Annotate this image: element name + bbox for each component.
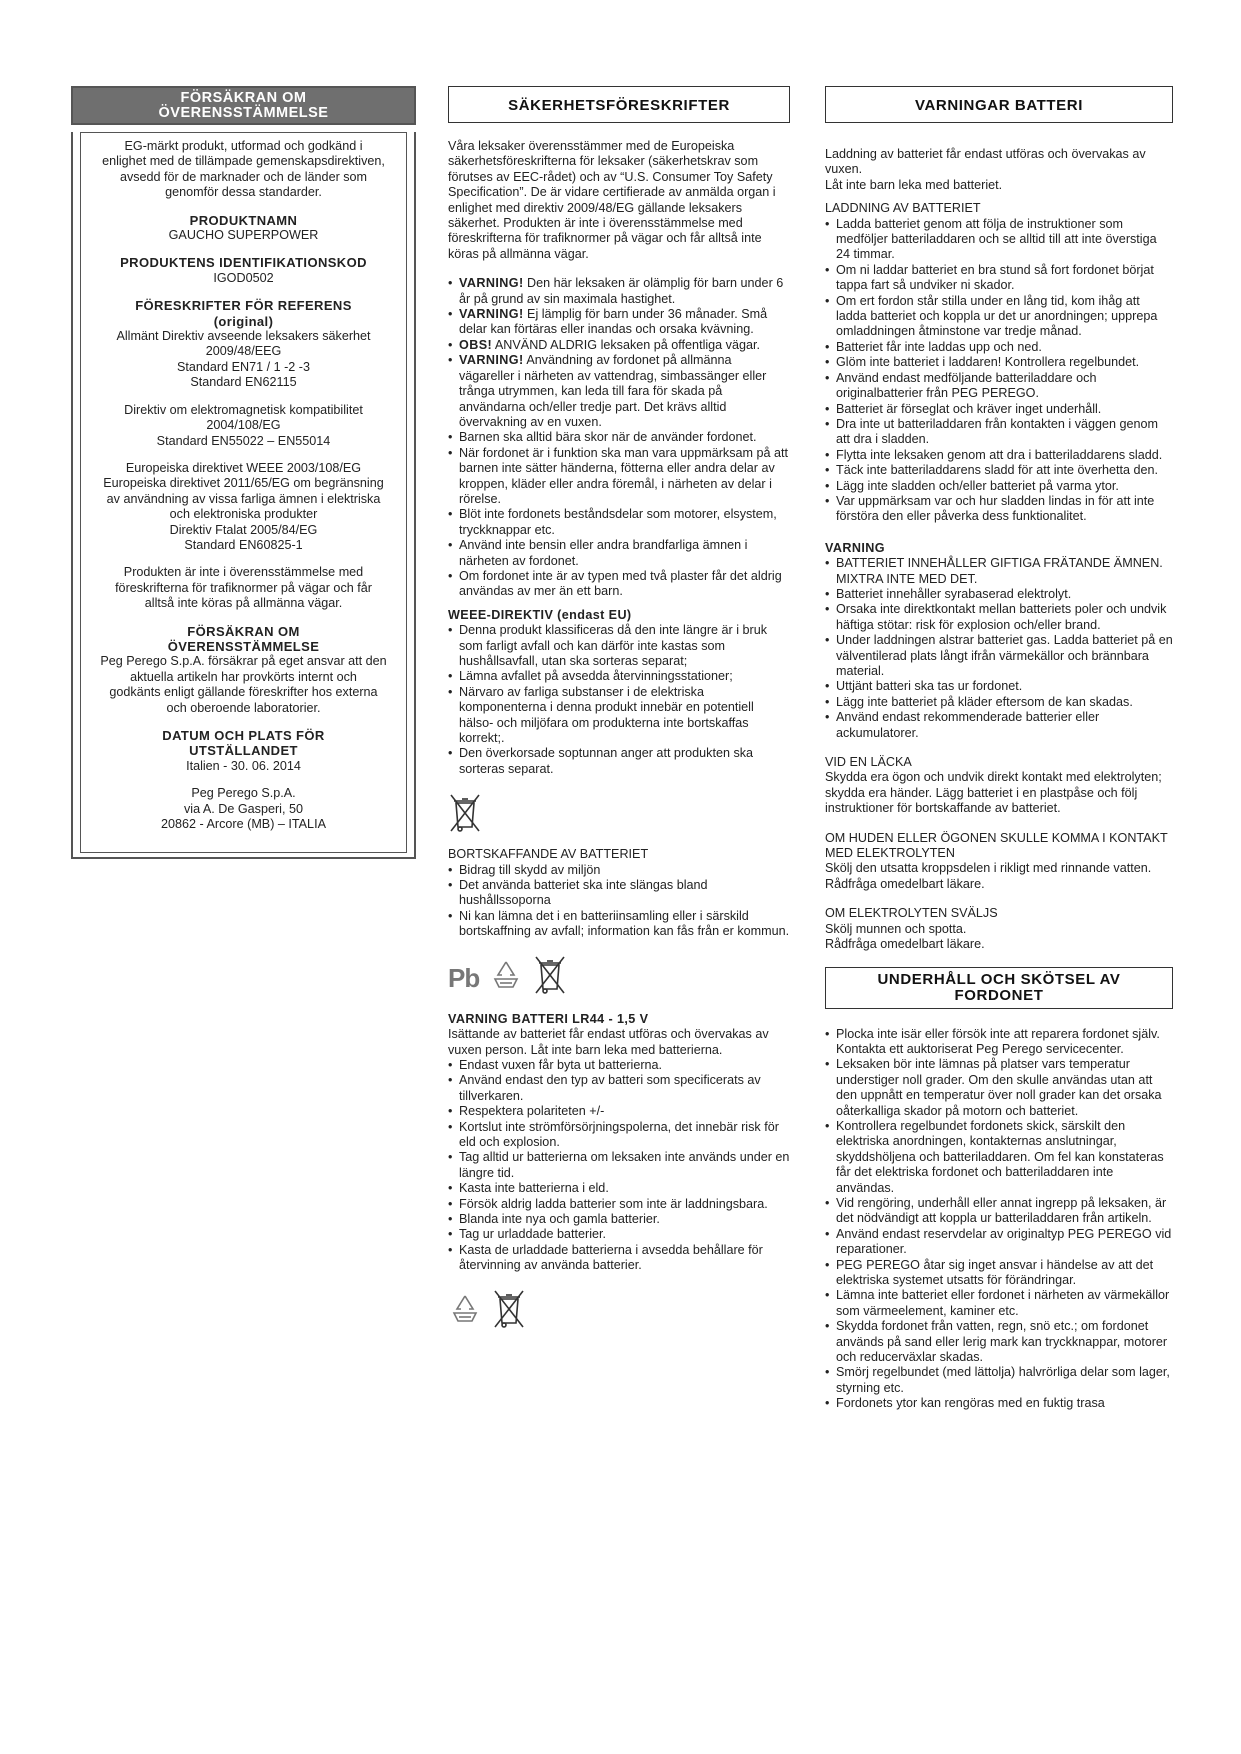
- list-item: • Kontrollera regelbundet fordonets skick, särskilt den elektriska anordningen, kontakternas anslutningar, skyddshöljena och batteriladdaren. Om fel kan konstateras får det elektriska fordonet och batteriladdaren inte användas.: [825, 1119, 1173, 1196]
- declaration-header-line-2: ÖVERENSSTÄMMELSE: [158, 105, 329, 121]
- swallow-text: Skölj munnen och spotta. Rådfråga omedelbart läkare.: [825, 921, 985, 952]
- list-item: • Lägg inte batteriet på kläder eftersom de kan skadas.: [825, 695, 1173, 710]
- reference-title: FÖRESKRIFTER FÖR REFERENS: [135, 298, 352, 314]
- list-item: • Använd endast medföljande batteriladdare och originalbatterier från PEG PEREGO.: [825, 371, 1173, 402]
- intro-line: Låt inte barn leka med batteriet.: [825, 177, 1003, 192]
- warning-keyword: VARNING!: [459, 276, 524, 291]
- date-title: DATUM OCH PLATS FÖR: [162, 728, 325, 743]
- crossed-out-wheelie-bin-icon: [533, 953, 567, 1001]
- list-item: • Om ert fordon står stilla under en lång tid, kom ihåg att ladda batteriet och koppla ur det ur anordningen; upprepa omladdningen åtminstone var tredje månad.: [825, 294, 1173, 340]
- intro-line: enlighet med de tillämpade gemenskapsdirektiven,: [102, 154, 385, 169]
- reference-line: Standard EN71 / 1 -2 -3: [176, 359, 310, 374]
- reference-line: Standard EN60825-1: [184, 537, 303, 552]
- reference-line: Standard EN62115: [190, 375, 297, 390]
- list-item: • Ladda batteriet genom att följa de instruktioner som medföljer batteriladdaren och se alltid till att inte överstiga 24 timmar.: [825, 217, 1173, 263]
- warning-keyword: OBS!: [459, 337, 493, 352]
- list-item: • Respektera polariteten +/-: [448, 1104, 790, 1119]
- product-name: GAUCHO SUPERPOWER: [168, 228, 319, 243]
- list-item: • Glöm inte batteriet i laddaren! Kontrollera regelbundet.: [825, 355, 1173, 370]
- list-item: • Kasta de urladdade batterierna i avsedda behållare för återvinning av använda batterier.: [448, 1243, 790, 1274]
- reference-subtitle: (original): [213, 313, 274, 329]
- intro-line: avsedd för de marknader och de länder som: [119, 169, 368, 184]
- warning-text: När fordonet är i funktion ska man vara uppmärksam på att barnen inte sätter händerna, fötterna eller andra delar av kroppen, kläder eller andra föremål, i närheten av delar i rörelse.: [459, 445, 788, 506]
- list-item: • Plocka inte isär eller försök inte att reparera fordonet själv. Kontakta ett auktoriserat Peg Perego servicecenter.: [825, 1027, 1173, 1058]
- recycling-icon: [489, 959, 523, 995]
- address-line: 20862 - Arcore (MB) – ITALIA: [161, 817, 326, 832]
- list-item: [448, 446, 790, 508]
- issue-date: Italien - 30. 06. 2014: [186, 758, 301, 773]
- list-item: • Endast vuxen får byta ut batterierna.: [448, 1058, 790, 1073]
- note-line: Produkten är inte i överensstämmelse med: [123, 565, 364, 580]
- list-item: • Blanda inte nya och gamla batterier.: [448, 1212, 790, 1227]
- reference-line: 2004/108/EG: [206, 418, 281, 433]
- declaration-intro: [87, 139, 400, 201]
- list-item: [448, 430, 790, 445]
- note-line: alltså inte köras på allmänna vägar.: [144, 596, 343, 611]
- conformity-line: godkänts enligt gällande föreskrifter hos externa: [109, 685, 378, 700]
- list-item: • Den överkorsade soptunnan anger att produkten ska sorteras separat.: [448, 746, 790, 777]
- reference-line: Europeiska direktivet 2011/65/EG om begränsning: [103, 476, 384, 491]
- battery-warnings-header: VARNINGAR BATTERI: [825, 86, 1173, 123]
- conformity-title: ÖVERENSSTÄMMELSE: [167, 638, 320, 654]
- lr44-list: [448, 1058, 790, 1274]
- crossed-out-wheelie-bin-icon: [448, 791, 482, 839]
- reference-line: Allmänt Direktiv avseende leksakers säkerhet: [116, 329, 371, 344]
- date-place-block: [87, 728, 400, 774]
- leak-text: Skydda era ögon och undvik direkt kontakt med elektrolyten; skydda era händer. Lägg batteriet i en plastpåse och följ instruktioner för bortskaffande av batteriet.: [825, 770, 1162, 816]
- reference-line: av användning av vissa farliga ämnen i elektriska: [106, 491, 381, 506]
- list-item: • Om ni laddar batteriet en bra stund så fort fordonet börjat tappa fart så undviker ni skador.: [825, 263, 1173, 294]
- intro-line: Laddning av batteriet får endast utföras och övervakas av vuxen.: [825, 147, 1146, 177]
- reference-line: Direktiv om elektromagnetisk kompatibilitet: [124, 402, 363, 417]
- list-item: • Försök aldrig ladda batterier som inte är laddningsbara.: [448, 1197, 790, 1212]
- list-item: [448, 276, 790, 307]
- list-item: • Använd endast reservdelar av originaltyp PEG PEREGO vid reparationer.: [825, 1227, 1173, 1258]
- declaration-header-line-1: FÖRSÄKRAN OM: [180, 90, 307, 106]
- id-code: IGOD0502: [213, 270, 274, 285]
- warning-text: ANVÄND ALDRIG leksaken på offentliga vägar.: [492, 337, 760, 352]
- charging-list: [825, 217, 1173, 525]
- warning-text: Använd inte bensin eller andra brandfarliga ämnen i närheten av fordonet.: [459, 538, 748, 568]
- battery-icon-row: [448, 954, 790, 1002]
- lead-symbol: Pb: [448, 962, 480, 993]
- intro-line: genomför dessa standarder.: [165, 185, 322, 200]
- leak-title: VID EN LÄCKA: [825, 755, 912, 770]
- list-item: • Tag alltid ur batterierna om leksaken inte används under en längre tid.: [448, 1150, 790, 1181]
- warning-list: [825, 556, 1173, 741]
- warning-keyword: VARNING!: [459, 353, 524, 368]
- list-item: • Kasta inte batterierna i eld.: [448, 1181, 790, 1196]
- list-item: [448, 338, 790, 353]
- intro-line: EG-märkt produkt, utformad och godkänd i: [124, 139, 363, 153]
- recycling-icon: [448, 1293, 482, 1329]
- date-title: UTSTÄLLANDET: [189, 743, 298, 759]
- list-item: • Skydda fordonet från vatten, regn, snö etc.; om fordonet används på sand eller lerig mark kan tryckknappar, motorer och reducerväxlar skadas.: [825, 1319, 1173, 1365]
- maintenance-header-line-1: UNDERHÅLL OCH SKÖTSEL AV: [877, 970, 1121, 988]
- road-compliance-note: [87, 565, 400, 611]
- list-item: • Var uppmärksam var och hur sladden lindas in för att inte förstöra den eller påverka dess funktionalitet.: [825, 494, 1173, 525]
- note-line: föreskrifterna för trafiknormer på vägar och får: [115, 580, 372, 595]
- maintenance-header-line-2: FORDONET: [954, 986, 1044, 1004]
- battery-column: [825, 86, 1173, 1412]
- list-item: • Uttjänt batteri ska tas ur fordonet.: [825, 679, 1173, 694]
- conformity-line: aktuella artikeln har provkörts internt och: [130, 669, 357, 684]
- safety-warning-list: [448, 276, 790, 600]
- reference-line: och elektroniska produkter: [169, 507, 318, 522]
- lr44-intro: Isättande av batteriet får endast utföras och övervakas av vuxen person. Låt inte barn leka med batterierna.: [448, 1027, 769, 1057]
- warning-text: Om fordonet inte är av typen med två plaster får det aldrig användas av mer än ett barn.: [459, 568, 782, 599]
- reference-line: Europeiska direktivet WEEE 2003/108/EG: [125, 460, 362, 475]
- list-item: • Fordonets ytor kan rengöras med en fuktig trasa: [825, 1396, 1173, 1411]
- list-item: • Täck inte batteriladdarens sladd för att inte överhetta den.: [825, 463, 1173, 478]
- skin-contact-title: OM HUDEN ELLER ÖGONEN SKULLE KOMMA I KONTAKT MED ELEKTROLYTEN: [825, 830, 1168, 861]
- product-name-block: [87, 213, 400, 244]
- safety-intro: Våra leksaker överensstämmer med de Europeiska säkerhetsföreskrifterna för leksaker (säkerhetskrav som förutses av EEC-rådet) och av “U.S. Consumer Toy Safety Specification”. De är vidare certifierade av anmälda organ i enlighet med direktiv 2009/48/EG gällande leksakers säkerhet. Produkten är inte i överensstämmelse med föreskrifterna för trafiknormer på vägar och får alltså inte köras på allmänna vägar.: [448, 139, 776, 261]
- list-item: • Det använda batteriet ska inte slängas bland hushållssoporna: [448, 878, 790, 909]
- conformity-title: FÖRSÄKRAN OM: [187, 623, 300, 639]
- declaration-box: [71, 132, 416, 859]
- list-item: • Vid rengöring, underhåll eller annat ingrepp på leksaken, är det nödvändigt att koppla ur batteriladdaren från artikeln.: [825, 1196, 1173, 1227]
- warning-title: VARNING: [825, 540, 885, 555]
- list-item: • Smörj regelbundet (med lättolja) halvrörliga delar som lager, styrning etc.: [825, 1365, 1173, 1396]
- safety-column: [448, 86, 790, 1336]
- warning-text: Den här leksaken är olämplig för barn under 6 år på grund av sin maximala hastighet.: [459, 276, 784, 306]
- lr44-warning-title: VARNING BATTERI LR44 - 1,5 V: [448, 1011, 649, 1026]
- list-item: • Lämna inte batteriet eller fordonet i närheten av värmekällor som värmeelement, kaminer etc.: [825, 1288, 1173, 1319]
- disposal-list: [448, 863, 790, 940]
- reference-line: Standard EN55022 – EN55014: [156, 433, 331, 448]
- list-item: • Tag ur urladdade batterier.: [448, 1227, 790, 1242]
- list-item: [448, 569, 790, 600]
- list-item: • Leksaken bör inte lämnas på platser vars temperatur understiger noll grader. Om den skulle användas utan att den uppnått en temperatur över noll grader kan det orsaka oåterkalliga skador på motorn och batteriet.: [825, 1057, 1173, 1119]
- warning-keyword: VARNING!: [459, 307, 524, 322]
- battery-intro: [825, 147, 1173, 193]
- conformity-line: Peg Perego S.p.A. försäkrar på eget ansvar att den: [100, 654, 387, 669]
- charging-title: LADDNING AV BATTERIET: [825, 201, 981, 216]
- crossed-out-wheelie-bin-icon: [492, 1287, 526, 1335]
- list-item: • Denna produkt klassificeras då den inte längre är i bruk som farligt avfall och kan därför inte kastas som hushållsavfall, utan ska sorteras separat;: [448, 623, 790, 669]
- list-item: • Orsaka inte direktkontakt mellan batteriets poler och undvik häftiga stötar: risk för explosion och/eller brand.: [825, 602, 1173, 633]
- product-name-title: PRODUKTNAMN: [189, 212, 298, 228]
- list-item: • Närvaro av farliga substanser i de elektriska komponenterna i denna produkt innebär en potentiell hälso- och miljöfara om produkterna inte bortskaffas korrekt;.: [448, 685, 790, 747]
- list-item: [448, 353, 790, 430]
- weee-title: WEEE-DIREKTIV (endast EU): [448, 607, 632, 622]
- conformity-block: [87, 624, 400, 716]
- list-item: • Batteriet innehåller syrabaserad elektrolyt.: [825, 587, 1173, 602]
- skin-contact-text: Skölj den utsatta kroppsdelen i rikligt med rinnande vatten. Rådfråga omedelbart läkare.: [825, 861, 1152, 891]
- list-item: • Batteriet är förseglat och kräver inget underhåll.: [825, 402, 1173, 417]
- list-item: • Lägg inte sladden och/eller batteriet på varma ytor.: [825, 479, 1173, 494]
- list-item: • Flytta inte leksaken genom att dra i batteriladdarens sladd.: [825, 448, 1173, 463]
- list-item: • Använd endast rekommenderade batterier eller ackumulatorer.: [825, 710, 1173, 741]
- list-item: [448, 307, 790, 338]
- list-item: • Lämna avfallet på avsedda återvinningsstationer;: [448, 669, 790, 684]
- warning-text: Barnen ska alltid bära skor när de använder fordonet.: [459, 430, 757, 445]
- declaration-header: [71, 86, 416, 125]
- list-item: • Under laddningen alstrar batteriet gas. Ladda batteriet på en välventilerad plats långt ifrån värmekällor och brännbara material.: [825, 633, 1173, 679]
- id-code-block: [87, 255, 400, 286]
- declaration-column: [71, 86, 416, 859]
- company-address: [87, 786, 400, 832]
- list-item: [448, 507, 790, 538]
- reference-block: [87, 298, 400, 390]
- reference-line: 2009/48/EEG: [205, 344, 282, 359]
- list-item: • Använd endast den typ av batteri som specificerats av tillverkaren.: [448, 1073, 790, 1104]
- id-code-title: PRODUKTENS IDENTIFIKATIONSKOD: [120, 255, 367, 271]
- reference-line: Direktiv Ftalat 2005/84/EG: [169, 522, 318, 537]
- maintenance-header: [825, 967, 1173, 1009]
- warning-text: Blöt inte fordonets beståndsdelar som motorer, elsystem, tryckknappar etc.: [459, 507, 777, 537]
- swallow-title: OM ELEKTROLYTEN SVÄLJS: [825, 906, 998, 921]
- list-item: • PEG PEREGO åtar sig inget ansvar i händelse av att det elektriska systemet utsatts för förändringar.: [825, 1258, 1173, 1289]
- list-item: • Kortslut inte strömförsörjningspolerna, det innebär risk för eld och explosion.: [448, 1120, 790, 1151]
- list-item: • Ni kan lämna det i en batteriinsamling eller i särskild bortskaffning av avfall; information kan fås från er kommun.: [448, 909, 790, 940]
- lr44-icon-row: [448, 1288, 790, 1336]
- conformity-line: och oberoende laboratorier.: [166, 700, 321, 715]
- emc-block: [87, 403, 400, 449]
- address-line: via A. De Gasperi, 50: [183, 801, 303, 816]
- list-item: • Bidrag till skydd av miljön: [448, 863, 790, 878]
- list-item: • Batteriet får inte laddas upp och ned.: [825, 340, 1173, 355]
- address-line: Peg Perego S.p.A.: [191, 786, 296, 801]
- weee-list: [448, 623, 790, 777]
- list-item: [448, 538, 790, 569]
- warning-text: Användning av fordonet på allmänna vägareller i närheten av vattendrag, simbassänger eller trånga utrymmen, kan leda till fara för skada på användarna och/eller tredje part. Det krävs alltid övervakning av en vuxen.: [459, 353, 767, 429]
- list-item: • Dra inte ut batteriladdaren från kontakten i väggen genom att dra i sladden.: [825, 417, 1173, 448]
- warning-text: Ej lämplig för barn under 36 månader. Små delar kan förtäras eller inandas och orsaka kvävning.: [459, 307, 768, 337]
- maintenance-list: [825, 1027, 1173, 1412]
- weee-icon-row: [448, 791, 790, 839]
- safety-header: SÄKERHETSFÖRESKRIFTER: [448, 86, 790, 123]
- disposal-title: BORTSKAFFANDE AV BATTERIET: [448, 847, 649, 862]
- declaration-content: [80, 132, 407, 853]
- weee-directive-block: [87, 461, 400, 553]
- list-item: • BATTERIET INNEHÅLLER GIFTIGA FRÄTANDE ÄMNEN. MIXTRA INTE MED DET.: [825, 556, 1173, 587]
